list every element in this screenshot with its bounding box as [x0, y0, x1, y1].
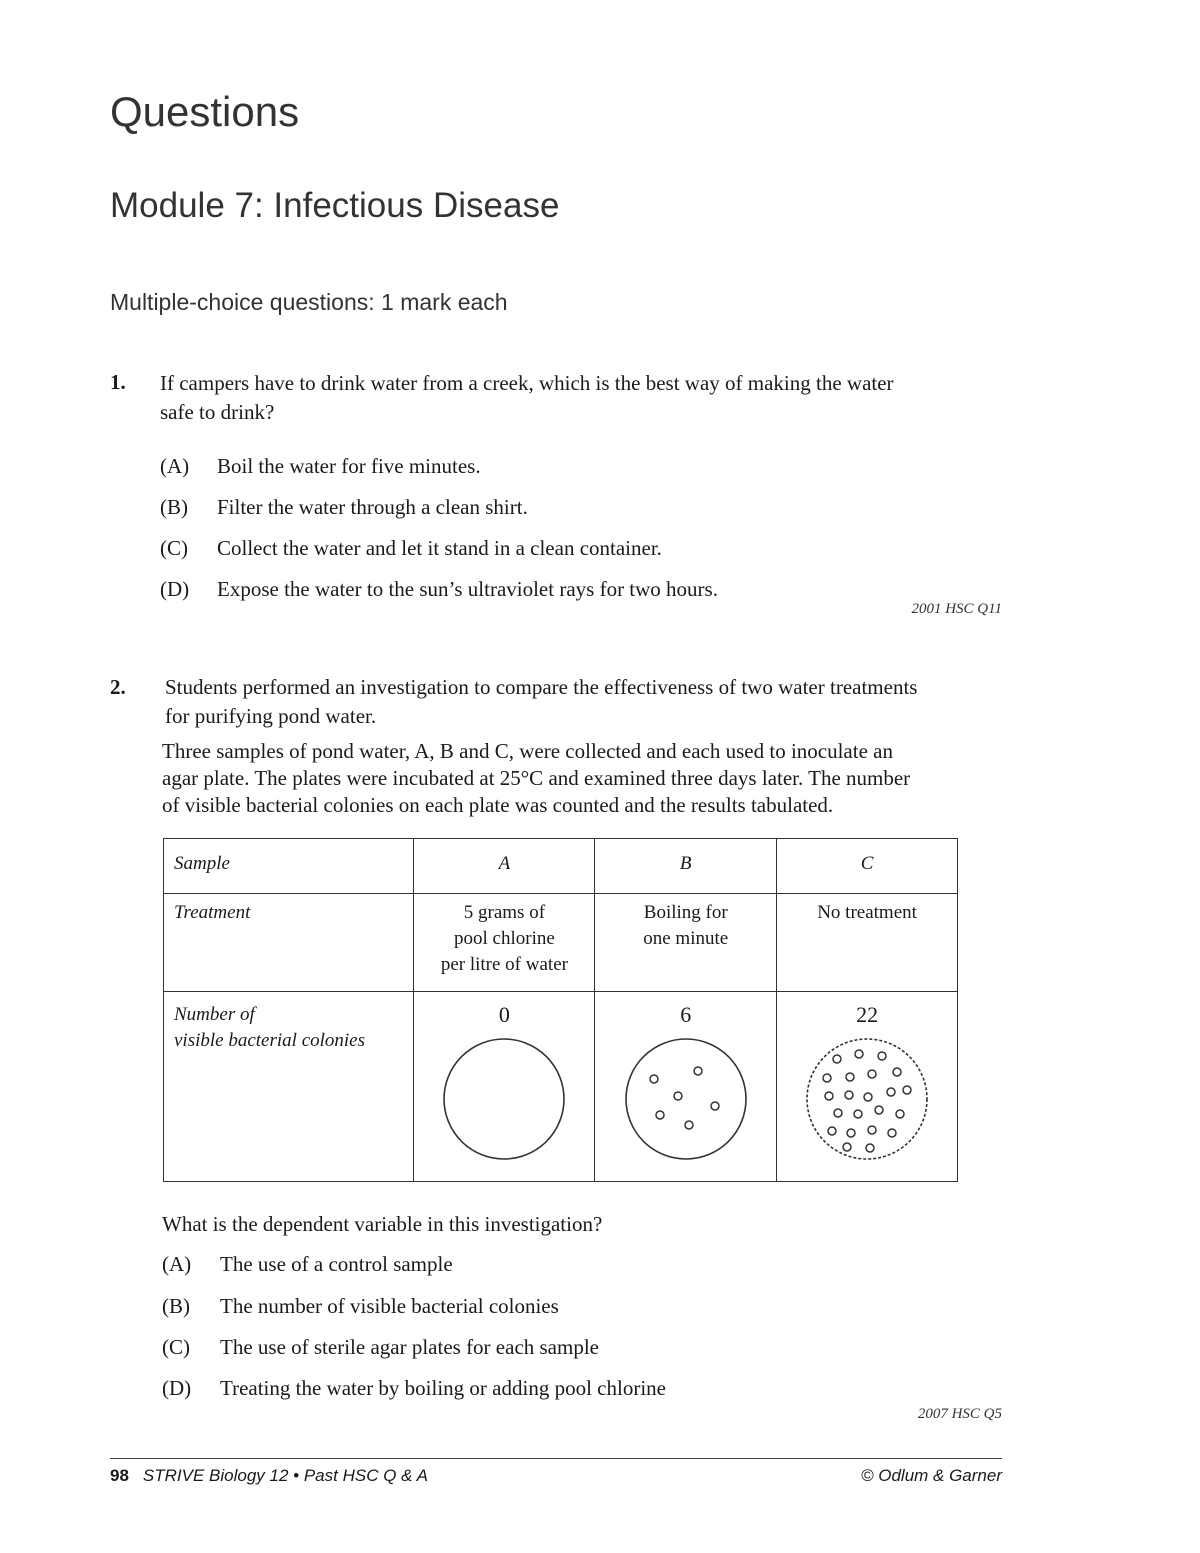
q1-option-b-text: Filter the water through a clean shirt.: [217, 495, 528, 519]
q1-option-a-text: Boil the water for five minutes.: [217, 454, 481, 478]
sample-b-header: B: [595, 839, 777, 894]
bacterial-colony: [685, 1121, 693, 1129]
count-c: 22: [856, 1002, 879, 1027]
q2-option-c-text: The use of sterile agar plates for each sample: [220, 1335, 599, 1359]
plate-b-outline: [626, 1039, 746, 1159]
treatment-c: No treatment: [777, 894, 958, 992]
bacterial-colony: [888, 1129, 896, 1137]
question-1-text-line2: safe to drink?: [160, 400, 275, 424]
count-b: 6: [680, 1002, 692, 1027]
bacterial-colony: [711, 1102, 719, 1110]
results-table: [163, 838, 958, 1182]
treatment-a: [414, 894, 595, 992]
plate-a-cell: [414, 992, 595, 1182]
question-1-text-line1: If campers have to drink water from a creek, which is the best way of making the water: [160, 371, 894, 395]
footer-copyright: © Odlum & Garner: [860, 1466, 1002, 1485]
treatment-label: Treatment: [164, 894, 414, 992]
bacterial-colony: [875, 1106, 883, 1114]
q2-option-b-text: The number of visible bacterial colonies: [220, 1294, 559, 1318]
agar-plate-a: [439, 1034, 569, 1164]
question-2-body-line3: of visible bacterial colonies on each plate was counted and the results tabulated.: [162, 793, 834, 817]
footer-page-number: 98: [110, 1466, 129, 1485]
bacterial-colony: [833, 1055, 841, 1063]
question-2-intro-line1: Students performed an investigation to compare the effectiveness of two water treatments: [165, 675, 918, 699]
q1-option-c-letter: (C): [160, 536, 188, 560]
footer-rule: [110, 1458, 1002, 1459]
page-title: Questions: [110, 88, 300, 135]
bacterial-colony: [650, 1075, 658, 1083]
q2-option-a-text: The use of a control sample: [220, 1252, 453, 1276]
bacterial-colony: [866, 1144, 874, 1152]
question-2-body-line1: Three samples of pond water, A, B and C, were collected and each used to inoculate an: [162, 739, 893, 763]
bacterial-colony: [823, 1074, 831, 1082]
bacterial-colony: [893, 1068, 901, 1076]
bacterial-colony: [887, 1088, 895, 1096]
bacterial-colony: [868, 1070, 876, 1078]
footer-book-title: STRIVE Biology 12 • Past HSC Q & A: [142, 1466, 428, 1485]
treatment-a-line1: 5 grams of: [463, 902, 546, 923]
q2-source: 2007 HSC Q5: [917, 1406, 1002, 1422]
bacterial-colony: [846, 1073, 854, 1081]
colonies-label-line1: Number of: [174, 1004, 255, 1025]
module-title: Module 7: Infectious Disease: [110, 186, 560, 225]
question-2-number: 2.: [110, 675, 126, 699]
q1-option-d-text: Expose the water to the sun’s ultraviolet rays for two hours.: [217, 577, 718, 601]
bacterial-colony: [825, 1092, 833, 1100]
q1-option-c-text: Collect the water and let it stand in a clean container.: [217, 536, 662, 560]
bacterial-colony: [656, 1111, 664, 1119]
treatment-b: [595, 894, 777, 992]
treatment-a-line2: pool chlorine: [454, 928, 555, 949]
q1-option-d-letter: (D): [160, 577, 190, 601]
count-a: 0: [498, 1002, 510, 1027]
bacterial-colony: [868, 1126, 876, 1134]
plate-b-cell: [595, 992, 777, 1182]
question-2-body-line2: agar plate. The plates were incubated at 25°C and examined three days later. The number: [162, 766, 911, 790]
q2-option-a-letter: (A): [162, 1252, 192, 1276]
q1-source: 2001 HSC Q11: [911, 601, 1002, 617]
q2-option-d-letter: (D): [162, 1376, 192, 1400]
plate-c-outline: [807, 1039, 927, 1159]
bacterial-colony: [674, 1092, 682, 1100]
bacterial-colony: [834, 1109, 842, 1117]
question-2-intro-line2: for purifying pond water.: [165, 704, 377, 728]
plate-a-outline: [444, 1039, 564, 1159]
agar-plate-c: [802, 1034, 932, 1164]
plate-c-cell: [777, 992, 958, 1182]
q1-option-a-letter: (A): [160, 454, 190, 478]
sample-a-header: A: [414, 839, 595, 894]
question-1-number: 1.: [110, 370, 126, 394]
treatment-b-line1: Boiling for: [643, 902, 728, 923]
table-row-colonies: [164, 992, 958, 1182]
bacterial-colony: [847, 1129, 855, 1137]
section-title: Multiple-choice questions: 1 mark each: [110, 289, 508, 315]
q1-option-b-letter: (B): [160, 495, 188, 519]
question-2-prompt: What is the dependent variable in this investigation?: [162, 1212, 603, 1236]
q2-option-d-text: Treating the water by boiling or adding pool chlorine: [220, 1376, 666, 1400]
treatment-b-line2: one minute: [643, 928, 729, 949]
agar-plate-b: [621, 1034, 751, 1164]
bacterial-colony: [855, 1050, 863, 1058]
bacterial-colony: [896, 1110, 904, 1118]
bacterial-colony: [864, 1093, 872, 1101]
table-row-sample: [164, 839, 958, 894]
q2-option-c-letter: (C): [162, 1335, 190, 1359]
colonies-label: [164, 992, 414, 1182]
footer-left: [110, 1466, 428, 1486]
bacterial-colony: [843, 1143, 851, 1151]
bacterial-colony: [828, 1127, 836, 1135]
bacterial-colony: [903, 1086, 911, 1094]
bacterial-colony: [854, 1110, 862, 1118]
sample-c-header: C: [777, 839, 958, 894]
sample-label: Sample: [164, 839, 414, 894]
colonies-label-line2: visible bacterial colonies: [174, 1030, 366, 1051]
bacterial-colony: [845, 1091, 853, 1099]
bacterial-colony: [878, 1052, 886, 1060]
table-row-treatment: [164, 894, 958, 992]
treatment-a-line3: per litre of water: [440, 954, 568, 975]
q2-option-b-letter: (B): [162, 1294, 190, 1318]
bacterial-colony: [694, 1067, 702, 1075]
